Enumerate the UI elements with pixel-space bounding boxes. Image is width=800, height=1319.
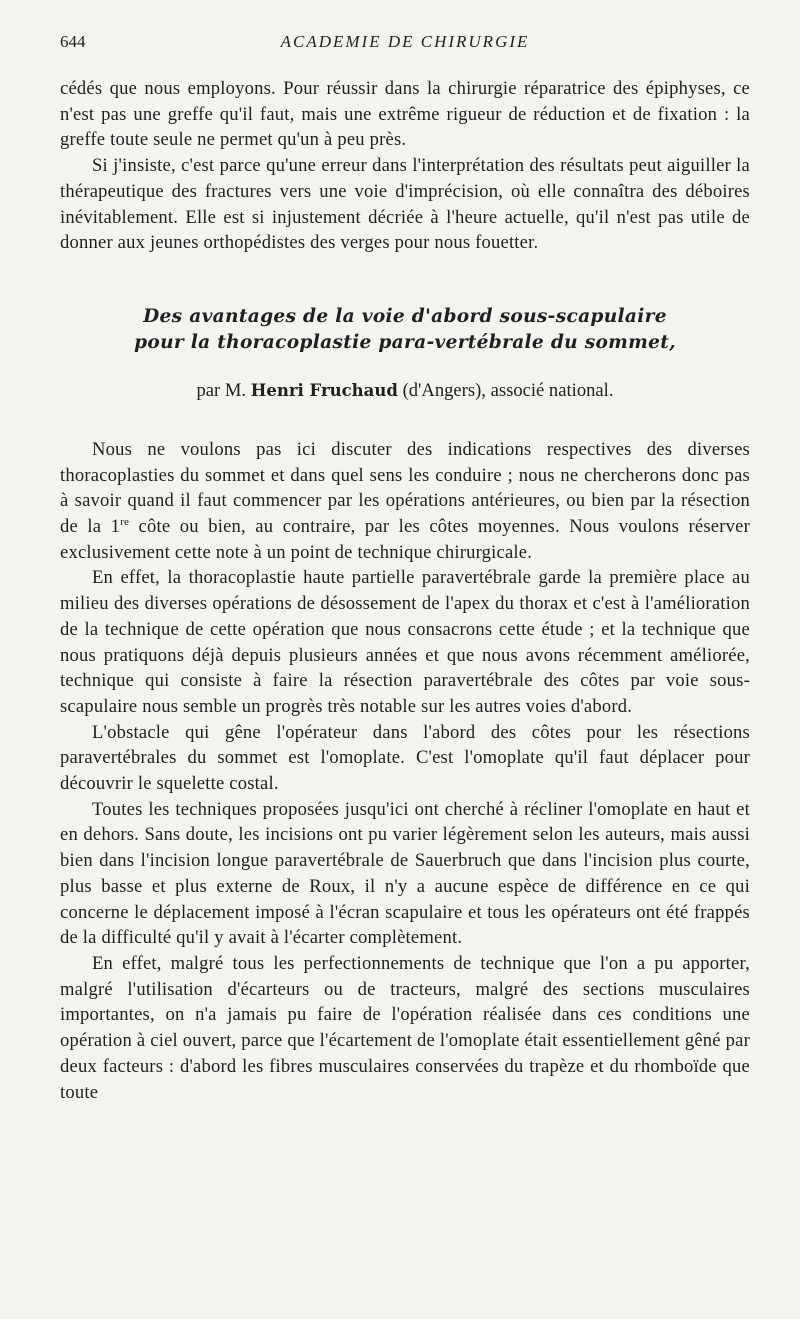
article-paragraph: En effet, la thoracoplastie haute partielle paravertébrale garde la première place au milieu des diverses opérations de désossement de l'apex du thorax et c'est à l'amélioration de la technique de cette opération que nous consacrons cette étude ; et la technique que nous pratiquons déjà depuis plusieurs années et que nous avons récemment améliorée, technique qui consiste à faire la résection paravertébrale des côtes par voie sous-scapulaire nous semble un progrès très notable sur les autres voies d'abord.	[60, 567, 750, 717]
page-number: 644	[60, 32, 86, 51]
byline-prefix: par M.	[196, 379, 247, 401]
paragraph-text: Nous ne voulons pas ici discuter des indications respectives des diverses thoracoplasties du sommet et dans quel sens les conduire ; nous ne chercherons donc pas à savoir quand il faut commencer par les opérations antérieures, ou bien par la résection de la 1	[60, 438, 750, 538]
ordinal-superscript: re	[120, 515, 130, 528]
article-paragraph	[60, 437, 750, 566]
article-paragraph: En effet, malgré tous les perfectionnements de technique que l'on a pu apporter, malgré l'utilisation d'écarteurs ou de tracteurs, malgré des sections musculaires importantes, on n'a jamais pu faire de l'opération réalisée dans ces conditions une opération à ciel ouvert, parce que l'écartement de l'omoplate était essentiellement gêné par deux facteurs : d'abord les fibres musculaires conservées du trapèze et du rhomboïde que toute	[60, 952, 750, 1103]
article-title	[60, 304, 750, 356]
continuation-paragraph: Si j'insiste, c'est parce qu'une erreur dans l'interprétation des résultats peut aiguiller la thérapeutique des fractures vers une voie d'imprécision, où elle connaîtra des déboires inévitablement. Elle est si injustement décriée à l'heure actuelle, qu'il n'est pas utile de donner aux jeunes orthopédistes des verges pour nous fouetter.	[60, 155, 750, 254]
document-page	[60, 30, 750, 1105]
running-header	[60, 30, 750, 56]
paragraph-text: côte ou bien, au contraire, par les côtes moyennes. Nous voulons réserver exclusivement cette note à un point de technique chirurgicale.	[60, 516, 750, 563]
article-paragraph: Toutes les techniques proposées jusqu'ici ont cherché à récliner l'omoplate en haut et en dehors. Sans doute, les incisions ont pu varier légèrement selon les auteurs, mais aussi bien dans l'incision longue paravertébrale de Sauerbruch que dans l'incision plus courte, plus basse et plus externe de Roux, il n'y a aucune espèce de différence en ce qui concerne le déplacement imposé à l'écran scapulaire et tous les opérateurs ont été frappés de la difficulté qu'il y avait à l'écarter complètement.	[60, 798, 750, 949]
previous-article-continuation	[60, 76, 750, 256]
continuation-paragraph: cédés que nous employons. Pour réussir dans la chirurgie réparatrice des épiphyses, ce n'est pas une greffe qu'il faut, mais une extrême rigueur de réduction et de fixation : la greffe toute seule ne permet qu'un à peu près.	[60, 78, 750, 151]
article-title-line: Des avantages de la voie d'abord sous-scapulaire	[143, 305, 667, 327]
article-byline	[60, 378, 750, 404]
article-paragraph: L'obstacle qui gêne l'opérateur dans l'abord des côtes pour les résections paravertébrales du sommet est l'omoplate. C'est l'omoplate qu'il faut déplacer pour découvrir le squelette costal.	[60, 721, 750, 795]
article-title-line: pour la thoracoplastie para-vertébrale du sommet,	[134, 331, 676, 353]
journal-title: ACADEMIE DE CHIRURGIE	[280, 32, 530, 51]
article-body	[60, 437, 750, 1105]
byline-suffix: (d'Angers), associé national.	[402, 379, 614, 401]
author-name: Henri Fruchaud	[250, 380, 398, 400]
